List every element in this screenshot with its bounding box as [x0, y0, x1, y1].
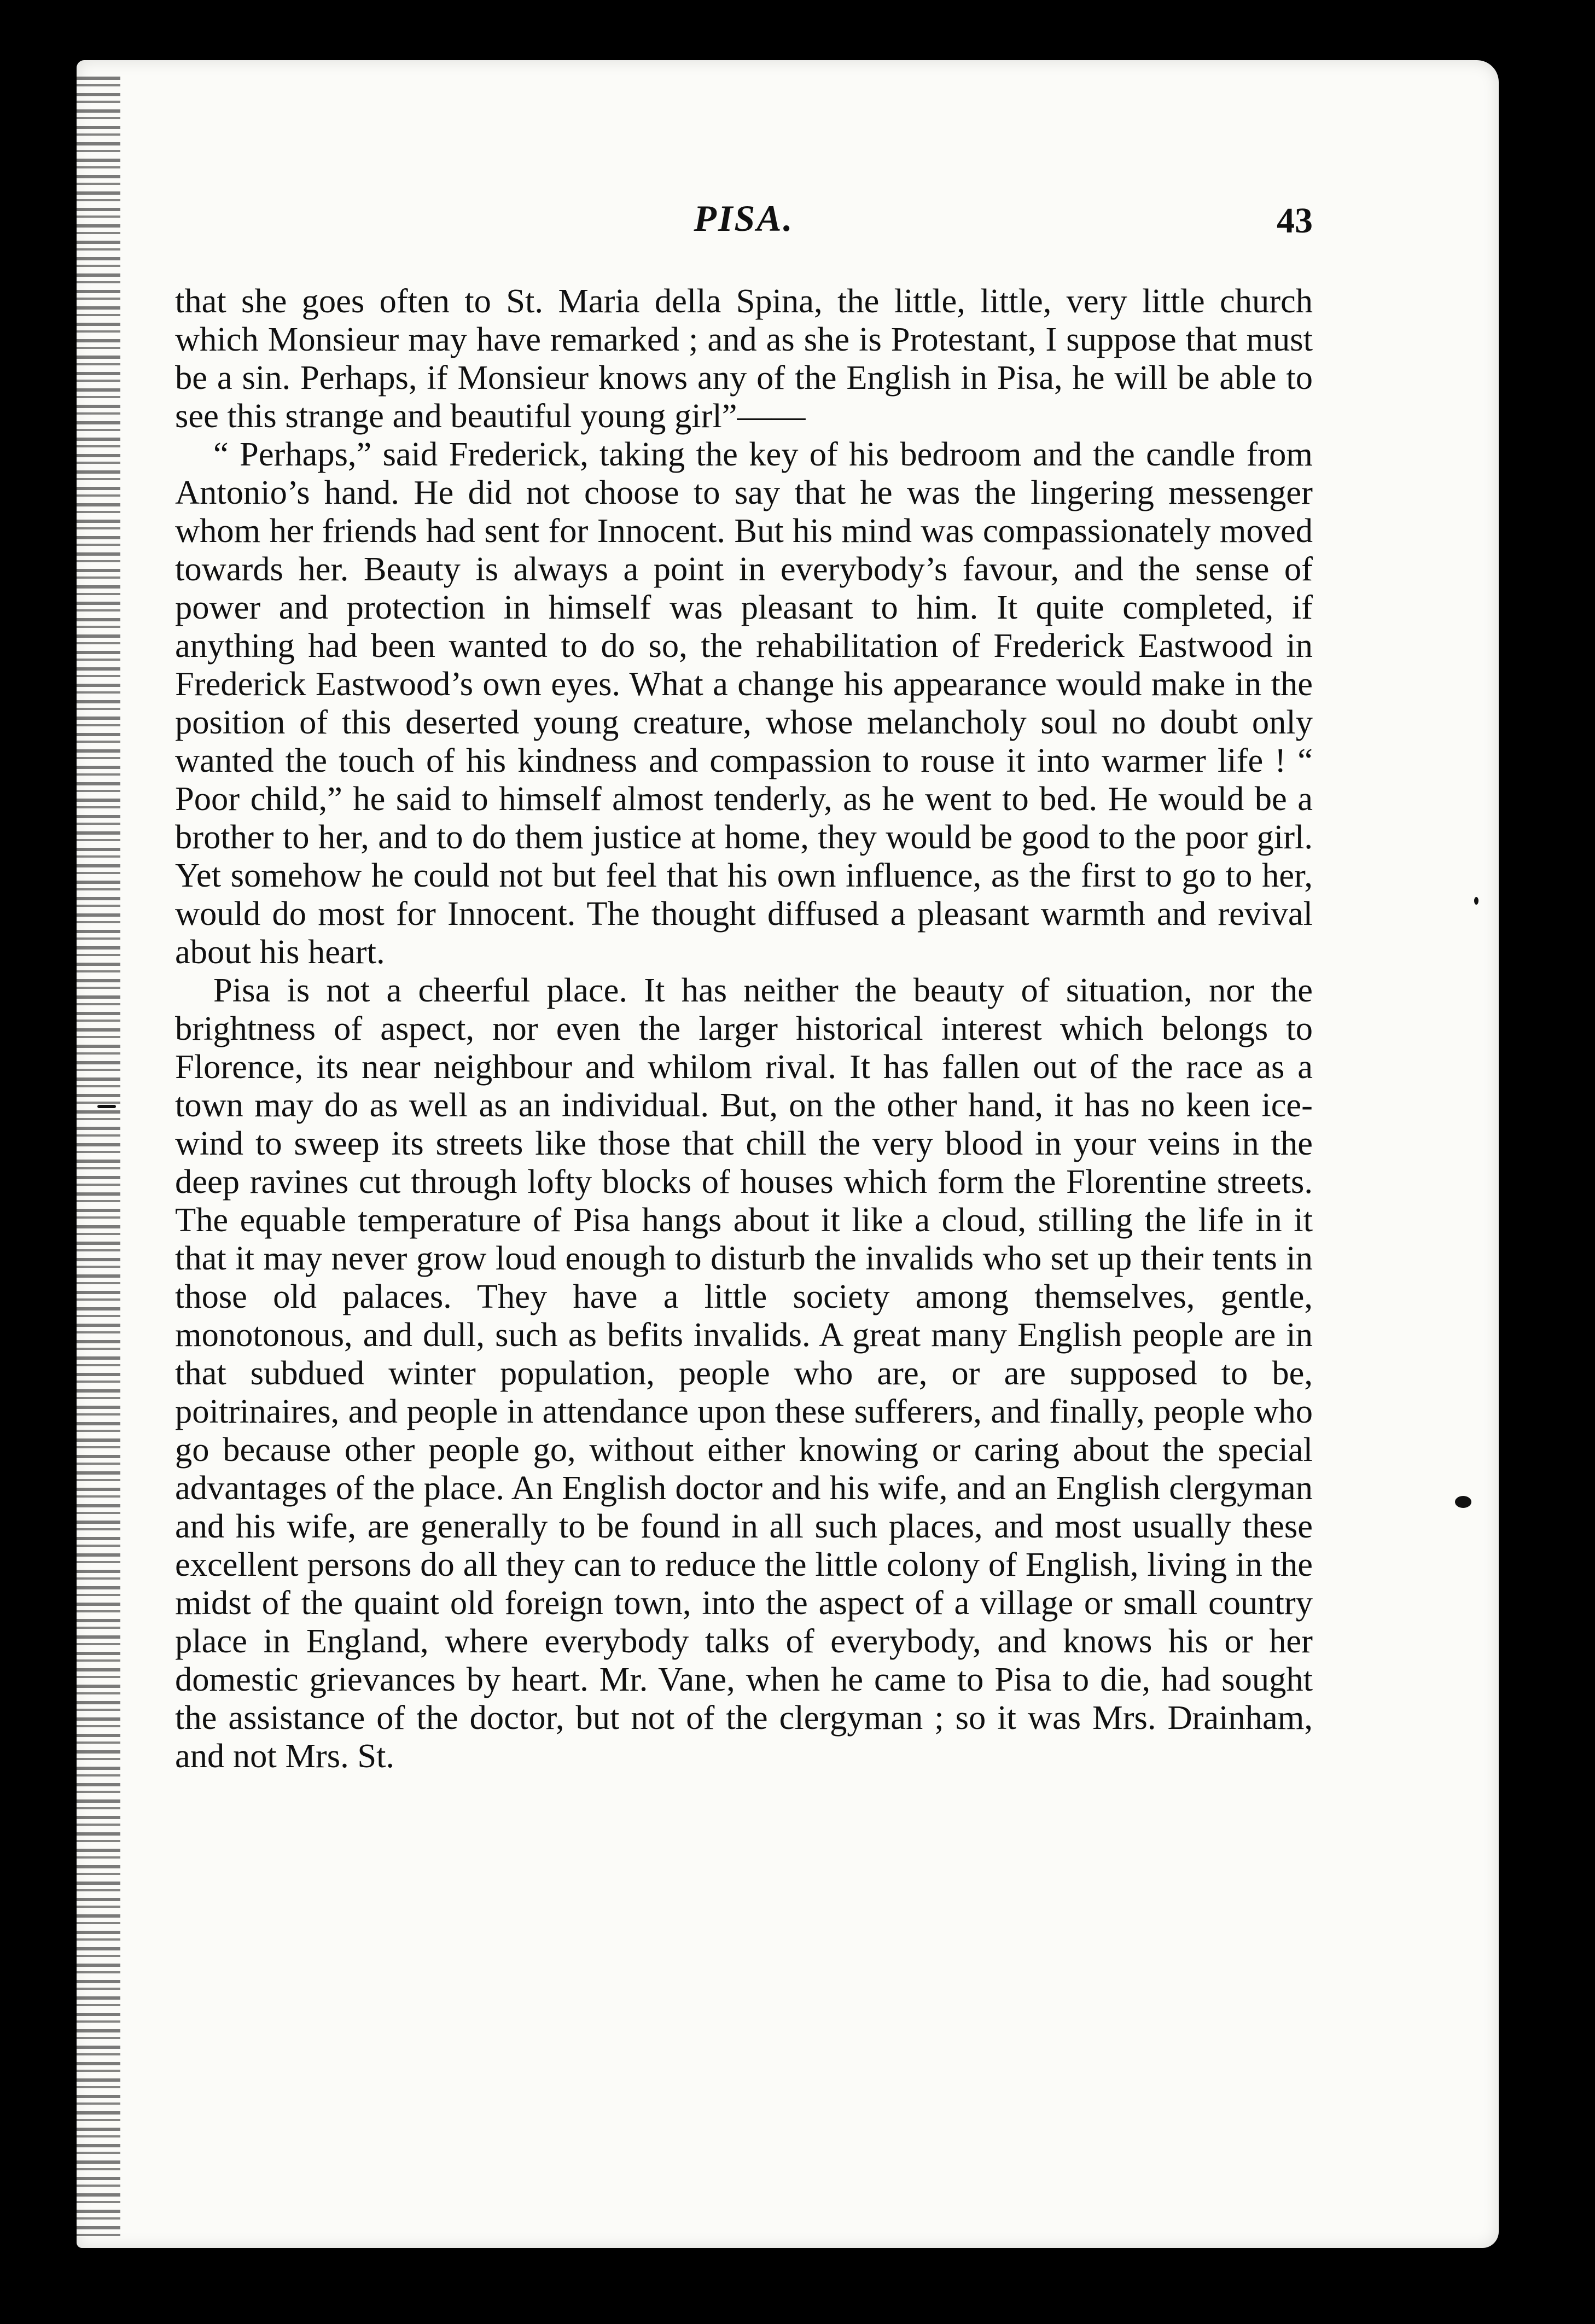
- page-number: 43: [1277, 201, 1313, 241]
- page-header: [175, 197, 1313, 257]
- paragraph-1: that she goes often to St. Maria della Spina, the little, little, very little church which Monsieur may have remarked ; and as she is Protestant, I suppose that must be a sin. Perhaps, if Monsieur knows any of the English in Pisa, he will be able to see this strange and beautiful young girl”——: [175, 282, 1313, 435]
- ink-speck: [1455, 1496, 1471, 1508]
- ink-speck: [1474, 897, 1478, 905]
- page-gutter-shadow: [77, 77, 120, 2237]
- paragraph-2: “ Perhaps,” said Frederick, taking the key of his bedroom and the candle from Antonio’s hand. He did not choose to say that he was the lingering messenger whom her friends had sent for Innocent. But his mind was compassionately moved towards her. Beauty is always a point in everybody’s favour, and the sense of power and protection in himself was pleasant to him. It quite completed, if anything had been wanted to do so, the rehabilitation of Frederick Eastwood in Frederick Eastwood’s own eyes. What a change his appearance would make in the position of this deserted young creature, whose melancholy soul no doubt only wanted the touch of his kindness and compassion to rouse it into warmer life ! “ Poor child,” he said to himself almost tenderly, as he went to bed. He would be a brother to her, and to do them justice at home, they would be good to the poor girl. Yet somehow he could not but feel that his own influence, as the first to go to her, would do most for Innocent. The thought diffused a pleasant warmth and revival about his heart.: [175, 435, 1313, 971]
- paragraph-3: Pisa is not a cheerful place. It has neither the beauty of situation, nor the brightness of aspect, nor even the larger historical interest which belongs to Florence, its near neighbour and whilom rival. It has fallen out of the race as a town may do as well as an individual. But, on the other hand, it has no keen ice-wind to sweep its streets like those that chill the very blood in your veins in the deep ravines cut through lofty blocks of houses which form the Florentine streets. The equable temperature of Pisa hangs about it like a cloud, stilling the life in it that it may never grow loud enough to disturb the invalids who set up their tents in those old palaces. They have a little society among themselves, gentle, monotonous, and dull, such as befits invalids. A great many English people are in that subdued winter population, people who are, or are supposed to be, poitrinaires, and people in attendance upon these sufferers, and finally, people who go because other people go, without either knowing or caring about the special advantages of the place. An English doctor and his wife, and an English clergyman and his wife, are generally to be found in all such places, and most usually these excellent persons do all they can to reduce the little colony of English, living in the midst of the quaint old foreign town, into the aspect of a village or small country place in England, where everybody talks of everybody, and knows his or her domestic grievances by heart. Mr. Vane, when he came to Pisa to die, had sought the assistance of the doctor, but not of the clergyman ; so it was Mrs. Drainham, and not Mrs. St.: [175, 971, 1313, 1775]
- ink-speck: [97, 1105, 116, 1108]
- running-head: PISA.: [694, 197, 794, 239]
- body-text: [175, 282, 1313, 1775]
